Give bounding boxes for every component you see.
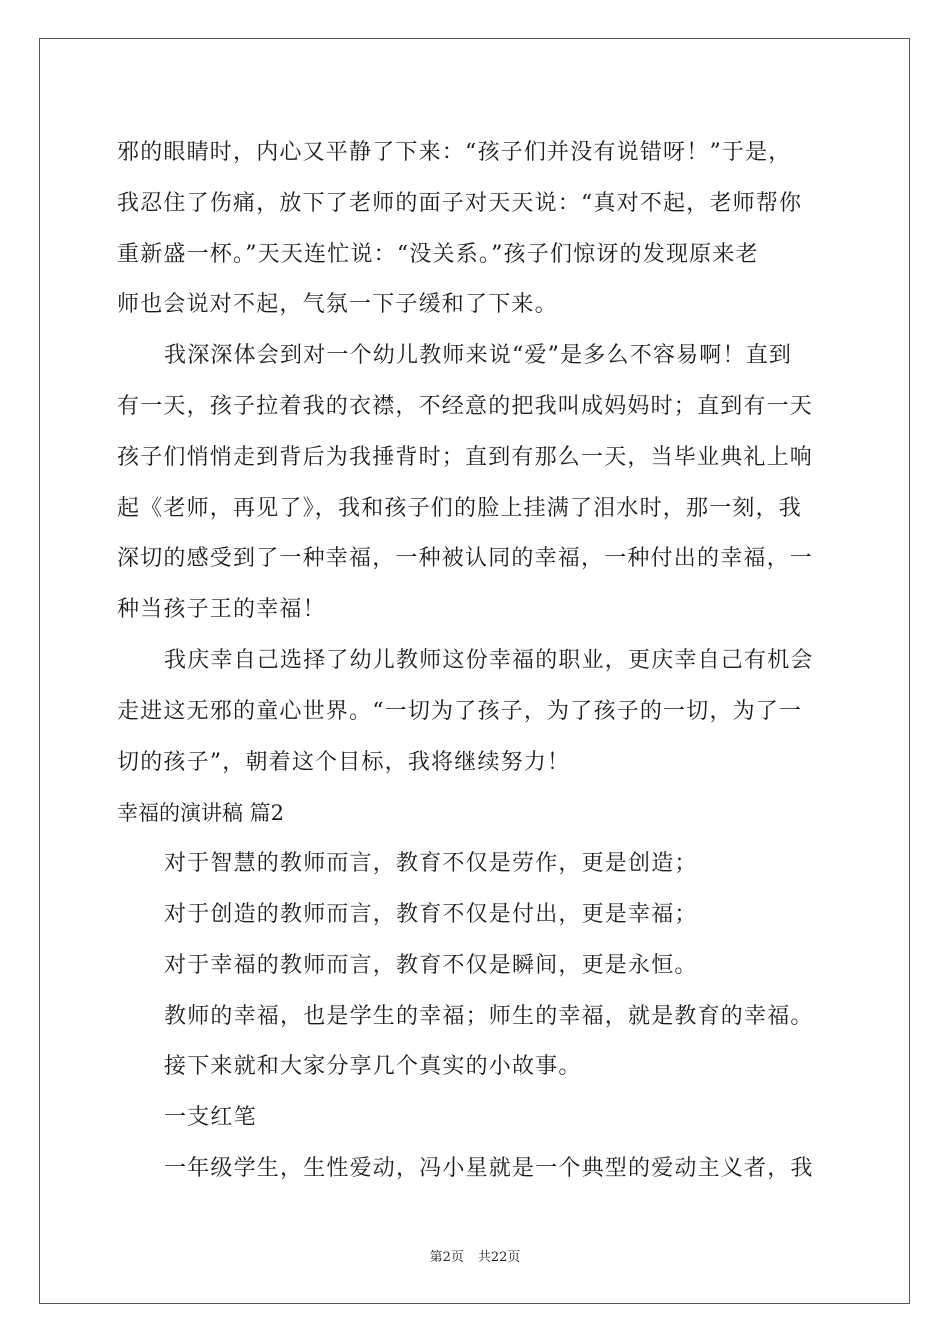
text-line: 对于幸福的教师而言，教育不仅是瞬间，更是永恒。: [164, 952, 698, 978]
text-line: 我忍住了伤痛，放下了老师的面子对天天说：“真对不起，老师帮你: [117, 190, 803, 216]
page-number: 第2页: [429, 1250, 464, 1265]
paragraph: [117, 331, 833, 636]
paragraph: [117, 636, 833, 788]
text-line: 我庆幸自己选择了幼儿教师这份幸福的职业，更庆幸自己有机会: [164, 647, 814, 673]
text-line: 一年级学生，生性爱动，冯小星就是一个典型的爱动主义者，我: [164, 1155, 814, 1181]
text-line: 深切的感受到了一种幸福，一种被认同的幸福，一种付出的幸福，一: [117, 546, 814, 572]
total-pages: 共22页: [477, 1250, 521, 1265]
text-line: 有一天，孩子拉着我的衣襟，不经意的把我叫成妈妈时；直到有一天: [117, 393, 814, 419]
text-line: 对于创造的教师而言，教育不仅是付出，更是幸福；: [164, 901, 698, 927]
text-line: 我深深体会到对一个幼儿教师来说“爱”是多么不容易啊！直到: [164, 343, 793, 369]
text-line: 对于智慧的教师而言，教育不仅是劳作，更是创造；: [164, 851, 698, 877]
text-line: 起《老师，再见了》，我和孩子们的脸上挂满了泪水时，那一刻，我: [117, 495, 803, 521]
document-body: [117, 128, 833, 1195]
text-line: 重新盛一杯。”天天连忙说：“没关系。”孩子们惊讶的发现原来老: [117, 241, 759, 267]
text-line: 师也会说对不起，气氛一下子缓和了下来。: [117, 292, 558, 318]
text-line: 接下来就和大家分享几个真实的小故事。: [164, 1054, 582, 1080]
text-line: 切的孩子”，朝着这个目标，我将继续努力！: [117, 749, 571, 775]
text-line: 走进这无邪的童心世界。“一切为了孩子，为了孩子的一切，为了一: [117, 698, 803, 724]
text-line: 孩子们悄悄走到背后为我捶背时；直到有那么一天，当毕业典礼上响: [117, 444, 814, 470]
section-body: [117, 839, 833, 1195]
subheading: 一支红笔: [164, 1105, 257, 1131]
text-line: 邪的眼睛时，内心又平静了下来：“孩子们并没有说错呀！”于是，: [117, 140, 792, 165]
section-heading: 幸福的演讲稿 篇2: [117, 801, 285, 826]
text-line: 种当孩子王的幸福！: [117, 597, 326, 623]
page-footer: [0, 1246, 950, 1265]
text-line: 教师的幸福，也是学生的幸福；师生的幸福，就是教育的幸福。: [164, 1003, 814, 1029]
paragraph: [117, 128, 833, 331]
